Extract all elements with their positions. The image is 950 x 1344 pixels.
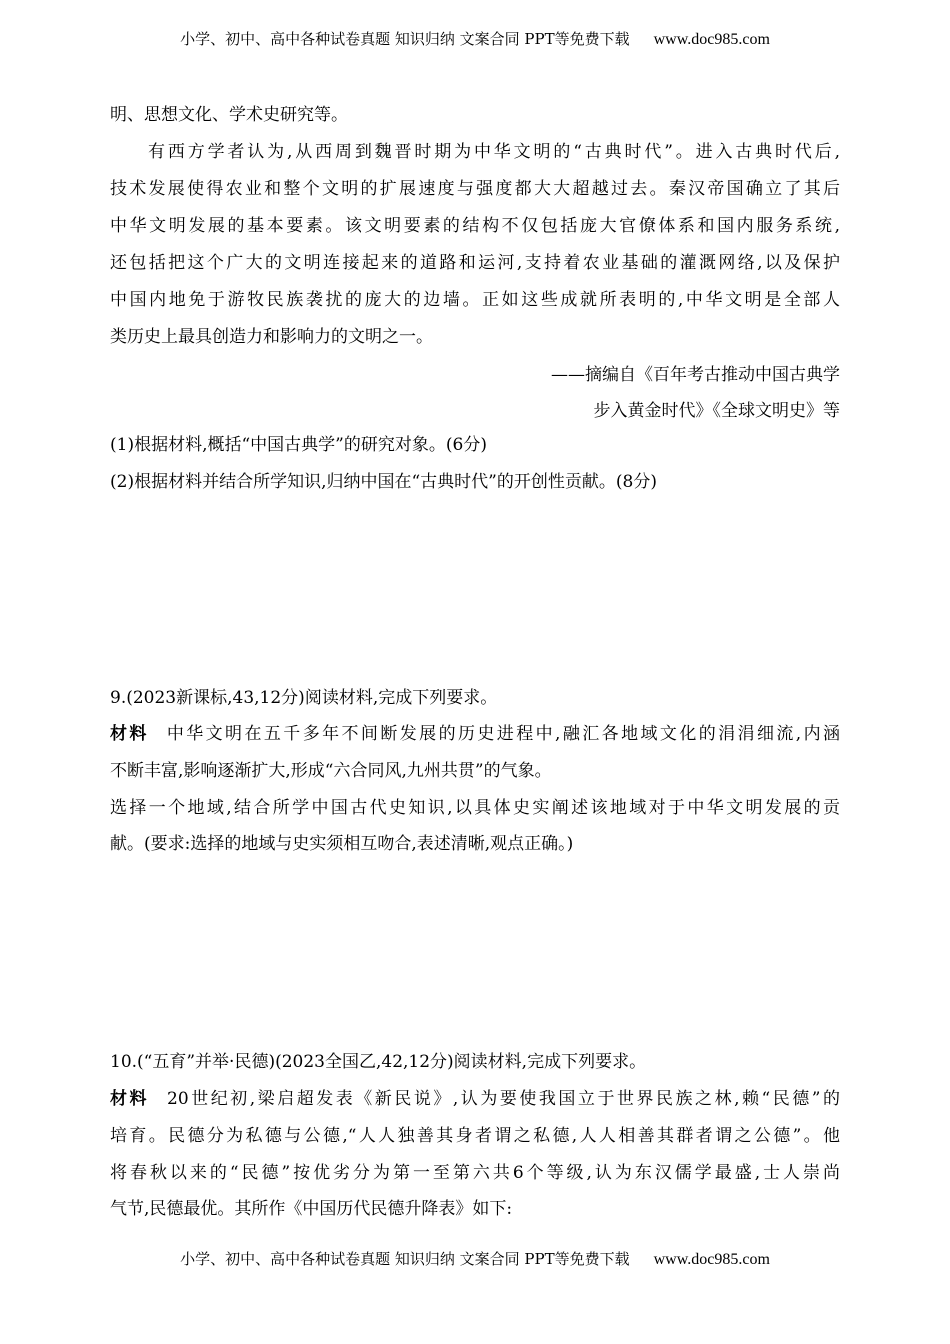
passage-line-1: 明、思想文化、学术史研究等。: [110, 105, 348, 125]
material-label: 材料: [110, 1089, 150, 1109]
source-line-1: ——摘编自《百年考古推动中国古典学: [551, 365, 840, 385]
header-text: 小学、初中、高中各种试卷真题 知识归纳 文案合同 PPT等免费下载: [180, 30, 630, 48]
header-site-link[interactable]: www.doc985.com: [653, 31, 770, 48]
page-footer: [0, 1248, 950, 1269]
footer-text: 小学、初中、高中各种试卷真题 知识归纳 文案合同 PPT等免费下载: [180, 1250, 630, 1268]
question-9-title: 9.(2023新课标,43,12分)阅读材料,完成下列要求。: [110, 688, 498, 708]
question-9-requirement-1: 选择一个地域,结合所学中国古代史知识,以具体史实阐述该地域对于中华文明发展的贡: [110, 798, 840, 818]
passage-line-4: 中华文明发展的基本要素。该文明要素的结构不仅包括庞大官僚体系和国内服务系统,: [110, 216, 840, 236]
question-9-material-1: [110, 722, 840, 746]
question-10-material-3: 将春秋以来的“民德”按优劣分为第一至第六共6个等级,认为东汉儒学最盛,士人崇尚: [110, 1163, 840, 1183]
question-9-material-2: 不断丰富,影响逐渐扩大,形成“六合同风,九州共贯”的气象。: [110, 761, 552, 781]
material-text: 中华文明在五千多年不间断发展的历史进程中,融汇各地域文化的涓涓细流,内涵: [166, 724, 841, 744]
passage-line-6: 中国内地免于游牧民族袭扰的庞大的边墙。正如这些成就所表明的,中华文明是全部人: [110, 290, 840, 310]
passage-line-2: 有西方学者认为,从西周到魏晋时期为中华文明的“古典时代”。进入古典时代后,: [148, 142, 840, 162]
question-8-1: (1)根据材料,概括“中国古典学”的研究对象。(6分): [110, 435, 487, 455]
question-10-material-1: [110, 1087, 840, 1111]
material-label: 材料: [110, 724, 149, 744]
passage-line-5: 还包括把这个广大的文明连接起来的道路和运河,支持着农业基础的灌溉网络,以及保护: [110, 253, 840, 273]
passage-line-7: 类历史上最具创造力和影响力的文明之一。: [110, 327, 433, 347]
question-9-requirement-2: 献。(要求:选择的地域与史实须相互吻合,表述清晰,观点正确。): [110, 834, 574, 854]
question-10-material-2: 培育。民德分为私德与公德,“人人独善其身者谓之私德,人人相善其群者谓之公德”。他: [110, 1126, 840, 1146]
material-text: 20世纪初,梁启超发表《新民说》,认为要使我国立于世界民族之林,赖“民德”的: [167, 1089, 840, 1109]
page-header: [0, 28, 950, 49]
question-10-material-4: 气节,民德最优。其所作《中国历代民德升降表》如下:: [110, 1199, 513, 1219]
source-line-2: 步入黄金时代》《全球文明史》等: [593, 401, 840, 421]
footer-site-link[interactable]: www.doc985.com: [653, 1251, 770, 1268]
question-10-title: 10.(“五育”并举·民德)(2023全国乙,42,12分)阅读材料,完成下列要求。: [110, 1052, 647, 1072]
passage-line-3: 技术发展使得农业和整个文明的扩展速度与强度都大大超越过去。秦汉帝国确立了其后: [110, 179, 840, 199]
question-8-2: (2)根据材料并结合所学知识,归纳中国在“古典时代”的开创性贡献。(8分): [110, 472, 657, 492]
